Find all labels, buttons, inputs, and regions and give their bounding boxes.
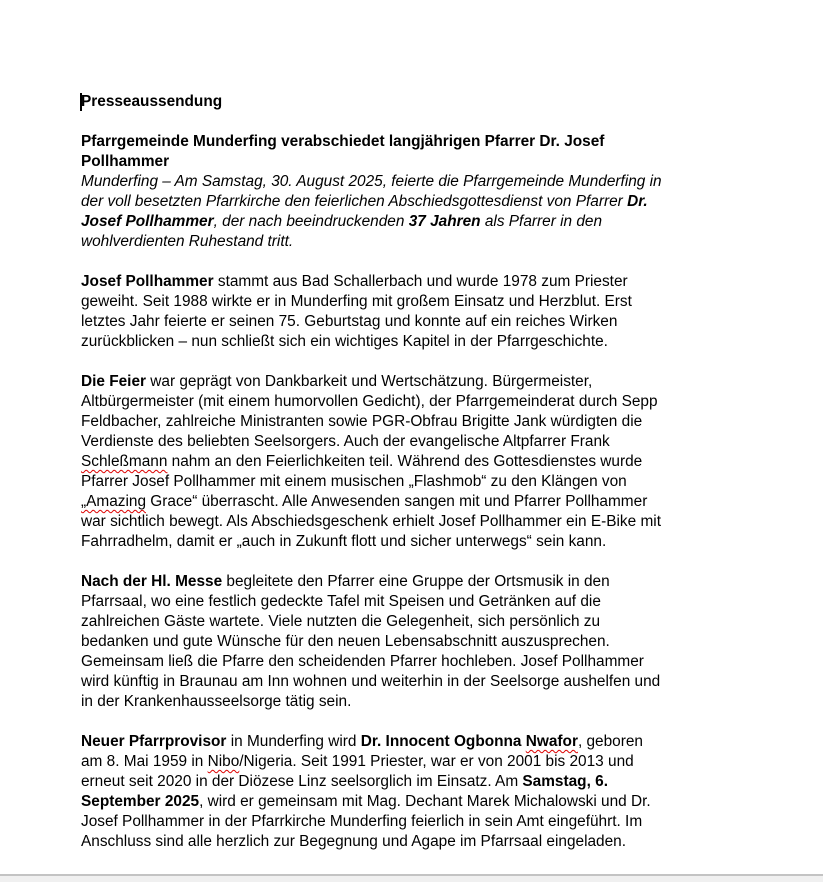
text-run: Josef Pollhammer [81, 273, 214, 290]
misspelled-word: „Amazing [81, 493, 147, 510]
paragraph-body-3[interactable] [81, 572, 771, 712]
text-run: Die Feier [81, 373, 147, 390]
text-run: Feldbacher, zahlreiche Ministranten sowie PGR-Obfrau Brigitte Jank würdigten die [81, 413, 643, 430]
text-run: bedanken und gute Wünsche für den neuen Lebensabschnitt auszusprechen. [81, 633, 610, 650]
text-run: Pfarrgemeinde Munderfing verabschiedet langjährigen Pfarrer Dr. Josef [81, 133, 605, 150]
text-run: 37 Jahren [408, 213, 481, 230]
text-run: am 8. Mai 1959 in [81, 753, 208, 770]
paragraph-body-4[interactable] [81, 732, 771, 852]
text-run: in der Krankenhausseelsorge tätig sein. [81, 693, 352, 710]
text-run: war sichtlich bewegt. Als Abschiedsgeschenk erhielt Josef Pollhammer ein E-Bike mit [81, 513, 661, 530]
text-run: zurückblicken – nun schließt sich ein wichtiges Kapitel in der Pfarrgeschichte. [81, 333, 608, 350]
misspelled-word: Nibo [207, 753, 240, 770]
text-run: Samstag, 6. [522, 773, 608, 790]
text-run: Dr. Innocent Ogbonna [360, 733, 526, 750]
text-run: Pfarrsaal, wo eine festlich gedeckte Tafel mit Speisen und Getränken auf die [81, 593, 601, 610]
text-run: Josef Pollhammer [81, 213, 214, 230]
text-run: zahlreichen Gäste wartete. Viele nutzten die Gelegenheit, sich persönlich zu [81, 613, 601, 630]
document-text[interactable] [81, 92, 771, 872]
text-run: Fahrradhelm, damit er „auch in Zukunft flott und sicher unterwegs“ sein kann. [81, 533, 607, 550]
text-run: letztes Jahr feierte er seinen 75. Geburtstag und konnte auf ein reiches Wirken [81, 313, 618, 330]
text-run: /Nigeria. Seit 1991 Priester, war er von 2001 bis 2013 und [239, 753, 634, 770]
text-run: Pfarrer Josef Pollhammer mit einem musischen „Flashmob“ zu den Klängen von [81, 473, 627, 490]
paragraph-body-2[interactable] [81, 372, 771, 552]
text-run: als Pfarrer in den [480, 213, 603, 230]
text-run: war geprägt von Dankbarkeit und Wertschätzung. Bürgermeister, [146, 373, 593, 390]
text-run: nahm an den Feierlichkeiten teil. Während des Gottesdienstes wurde [167, 453, 643, 470]
text-run: Neuer Pfarrprovisor [81, 733, 227, 750]
text-run: Altbürgermeister (mit einem humorvollen Gedicht), der Pfarrgemeinderat durch Sepp [81, 393, 658, 410]
misspelled-word: Nwafor [525, 733, 578, 750]
paragraph-headline[interactable] [81, 132, 771, 172]
text-run: Grace“ überrascht. Alle Anwesenden sangen mit und Pfarrer Pollhammer [146, 493, 648, 510]
text-run: Anschluss sind alle herzlich zur Begegnung und Agape im Pfarrsaal eingeladen. [81, 833, 626, 850]
text-run: Josef Pollhammer in der Pfarrkirche Munderfing feierlich in sein Amt eingeführt. Im [81, 813, 643, 830]
paragraph-body-1[interactable] [81, 272, 771, 352]
text-run: erneut seit 2020 in der Diözese Linz seelsorglich im Einsatz. Am [81, 773, 523, 790]
text-run: Verdienste des beliebten Seelsorgers. Auch der evangelische Altpfarrer Frank [81, 433, 610, 450]
bottom-bar-edge [0, 874, 823, 882]
text-run: geweiht. Seit 1988 wirkte er in Munderfing mit großem Einsatz und Herzblut. Erst [81, 293, 632, 310]
text-run: Nach der Hl. Messe [81, 573, 223, 590]
text-run: Presseaussendung [81, 93, 223, 110]
text-run: September 2025 [81, 793, 200, 810]
text-run: , geboren [577, 733, 643, 750]
paragraph-lede[interactable] [81, 172, 771, 252]
text-run: wird künftig in Braunau am Inn wohnen und weiterhin in der Seelsorge aushelfen und [81, 673, 661, 690]
text-run: , der nach beeindruckenden [213, 213, 409, 230]
text-run: stammt aus Bad Schallerbach und wurde 1978 zum Priester [213, 273, 628, 290]
text-run: Pollhammer [81, 153, 170, 170]
text-run: Munderfing – Am Samstag, 30. August 2025, feierte die Pfarrgemeinde Munderfing in [81, 173, 662, 190]
text-run: begleitete den Pfarrer eine Gruppe der Ortsmusik in den [222, 573, 610, 590]
text-run: in Munderfing wird [226, 733, 361, 750]
paragraph-title[interactable] [81, 92, 771, 112]
text-run: wohlverdienten Ruhestand tritt. [81, 233, 294, 250]
text-run: Dr. [627, 193, 648, 210]
text-run: Gemeinsam ließ die Pfarre den scheidenden Pfarrer hochleben. Josef Pollhammer [81, 653, 644, 670]
text-run: der voll besetzten Pfarrkirche den feierlichen Abschiedsgottesdienst von Pfarrer [81, 193, 628, 210]
text-run: , wird er gemeinsam mit Mag. Dechant Marek Michalowski und Dr. [199, 793, 651, 810]
misspelled-word: Schleßmann [81, 453, 168, 470]
